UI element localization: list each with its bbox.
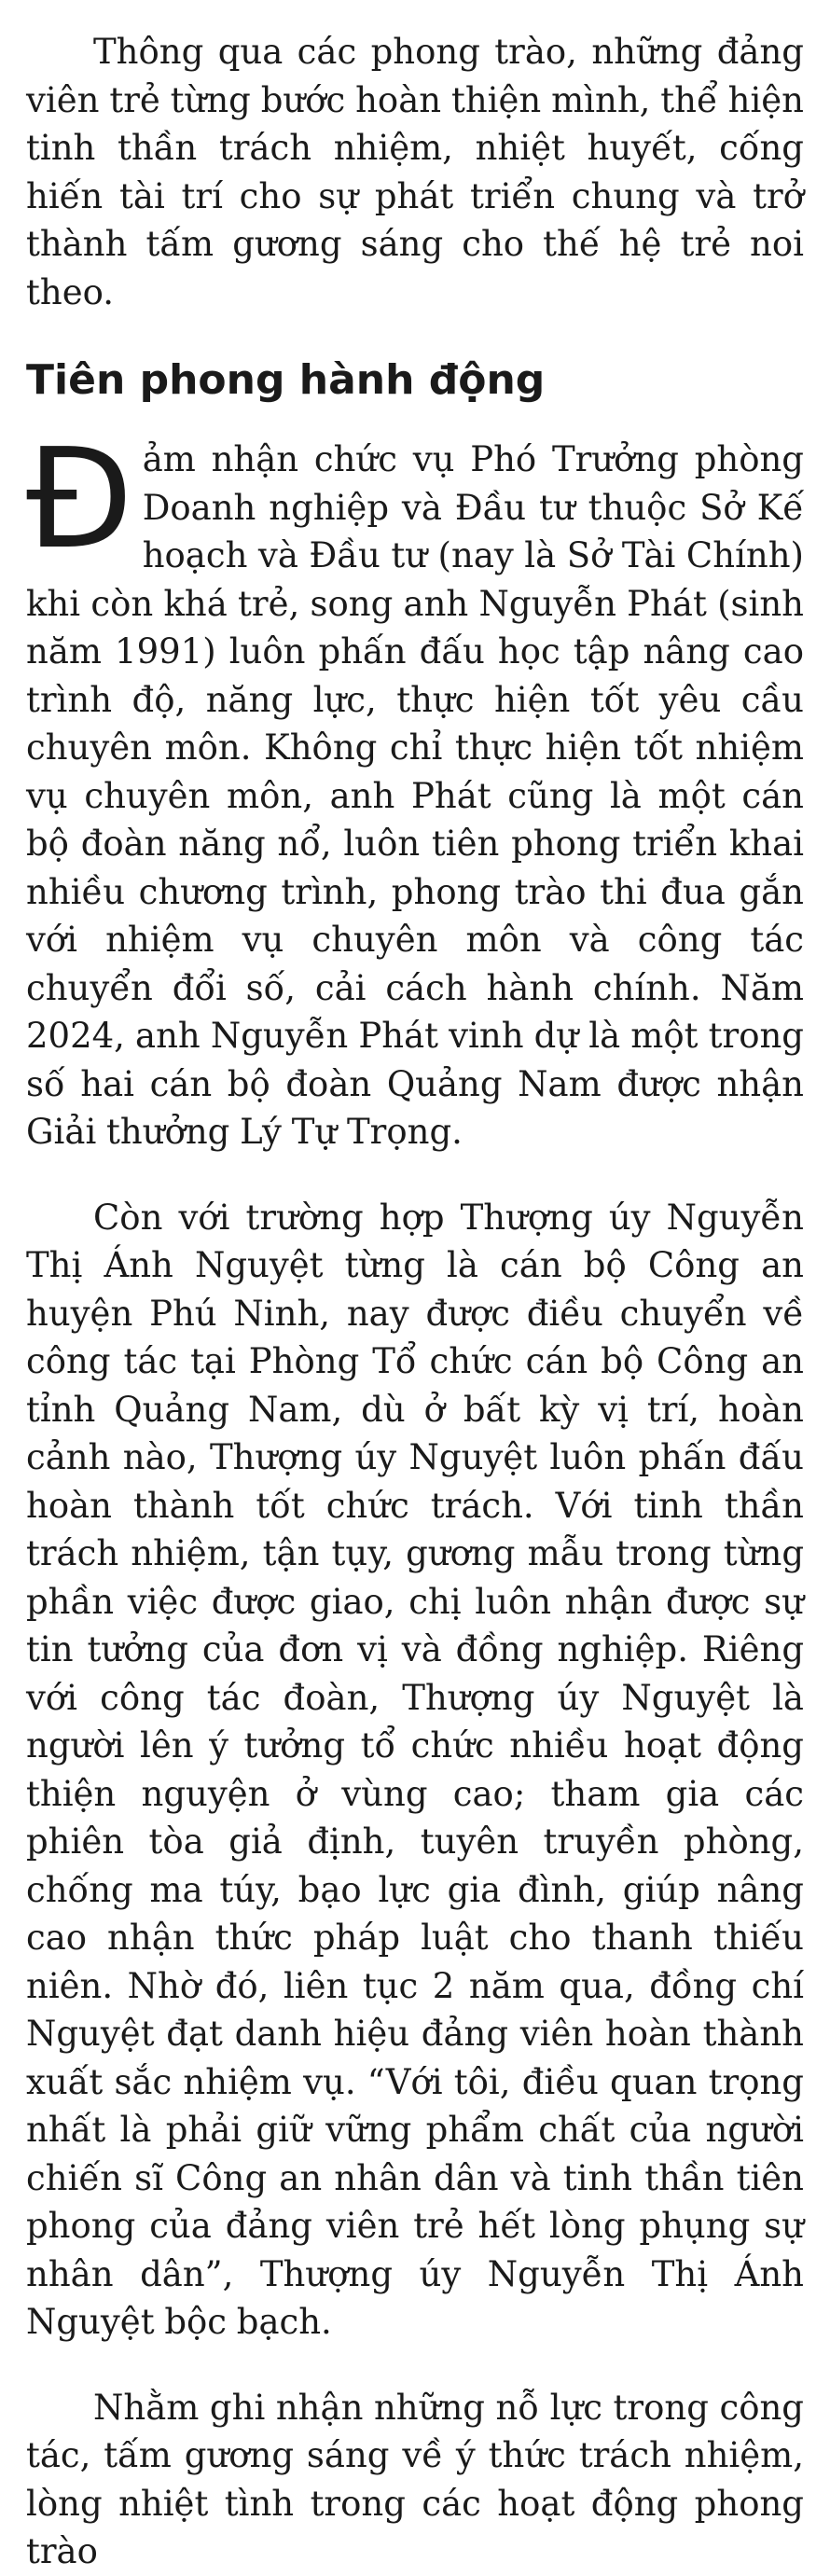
paragraph-phat-text: ảm nhận chức vụ Phó Trưởng phòng Doanh nghiệp và Đầu tư thuộc Sở Kế hoạch và Đầu tư (nay là Sở Tài Chính) khi còn khá trẻ, song anh Nguyễn Phát (sinh năm 1991) luôn phấn đấu học tập nâng cao trình độ, năng lực, thực hiện tốt yêu cầu chuyên môn. Không chỉ thực hiện tốt nhiệm vụ chuyên môn, anh Phát cũng là một cán bộ đoàn năng nổ, luôn tiên phong triển khai nhiều chương trình, phong trào thi đua gắn với nhiệm vụ chuyên môn và công tác chuyển đổi số, cải cách hành chính. Năm 2024, anh Nguyễn Phát vinh dự là một trong số hai cán bộ đoàn Quảng Nam được nhận Giải thưởng Lý Tự Trọng.: [26, 439, 804, 1152]
paragraph-nguyet: Còn với trường hợp Thượng úy Nguyễn Thị Ánh Nguyệt từng là cán bộ Công an huyện Phú Ninh, nay được điều chuyển về công tác tại Phòng Tổ chức cán bộ Công an tỉnh Quảng Nam, dù ở bất kỳ vị trí, hoàn cảnh nào, Thượng úy Nguyệt luôn phấn đấu hoàn thành tốt chức trách. Với tinh thần trách nhiệm, tận tụy, gương mẫu trong từng phần việc được giao, chị luôn nhận được sự tin tưởng của đơn vị và đồng nghiệp. Riêng với công tác đoàn, Thượng úy Nguyệt là người lên ý tưởng tổ chức nhiều hoạt động thiện nguyện ở vùng cao; tham gia các phiên tòa giả định, tuyên truyền phòng, chống ma túy, bạo lực gia đình, giúp nâng cao nhận thức pháp luật cho thanh thiếu niên. Nhờ đó, liên tục 2 năm qua, đồng chí Nguyệt đạt danh hiệu đảng viên hoàn thành xuất sắc nhiệm vụ. “Với tôi, điều quan trọng nhất là phải giữ vững phẩm chất của người chiến sĩ Công an nhân dân và tinh thần tiên phong của đảng viên trẻ hết lòng phụng sự nhân dân”, Thượng úy Nguyễn Thị Ánh Nguyệt bộc bạch.: [26, 1197, 804, 2342]
paragraph-phat: [26, 419, 804, 1156]
intro-paragraph: Thông qua các phong trào, những đảng viên trẻ từng bước hoàn thiện mình, thể hiện tinh thần trách nhiệm, nhiệt huyết, cống hiến tài trí cho sự phát triển chung và trở thành tấm gương sáng cho thế hệ trẻ noi theo.: [26, 32, 804, 312]
paragraph-closing: Nhằm ghi nhận những nỗ lực trong công tác, tấm gương sáng về ý thức trách nhiệm, lòng nhiệt tình trong các hoạt động phong trào: [26, 2387, 804, 2571]
section-heading: Tiên phong hành động: [26, 356, 546, 404]
drop-cap: Đ: [26, 419, 133, 579]
